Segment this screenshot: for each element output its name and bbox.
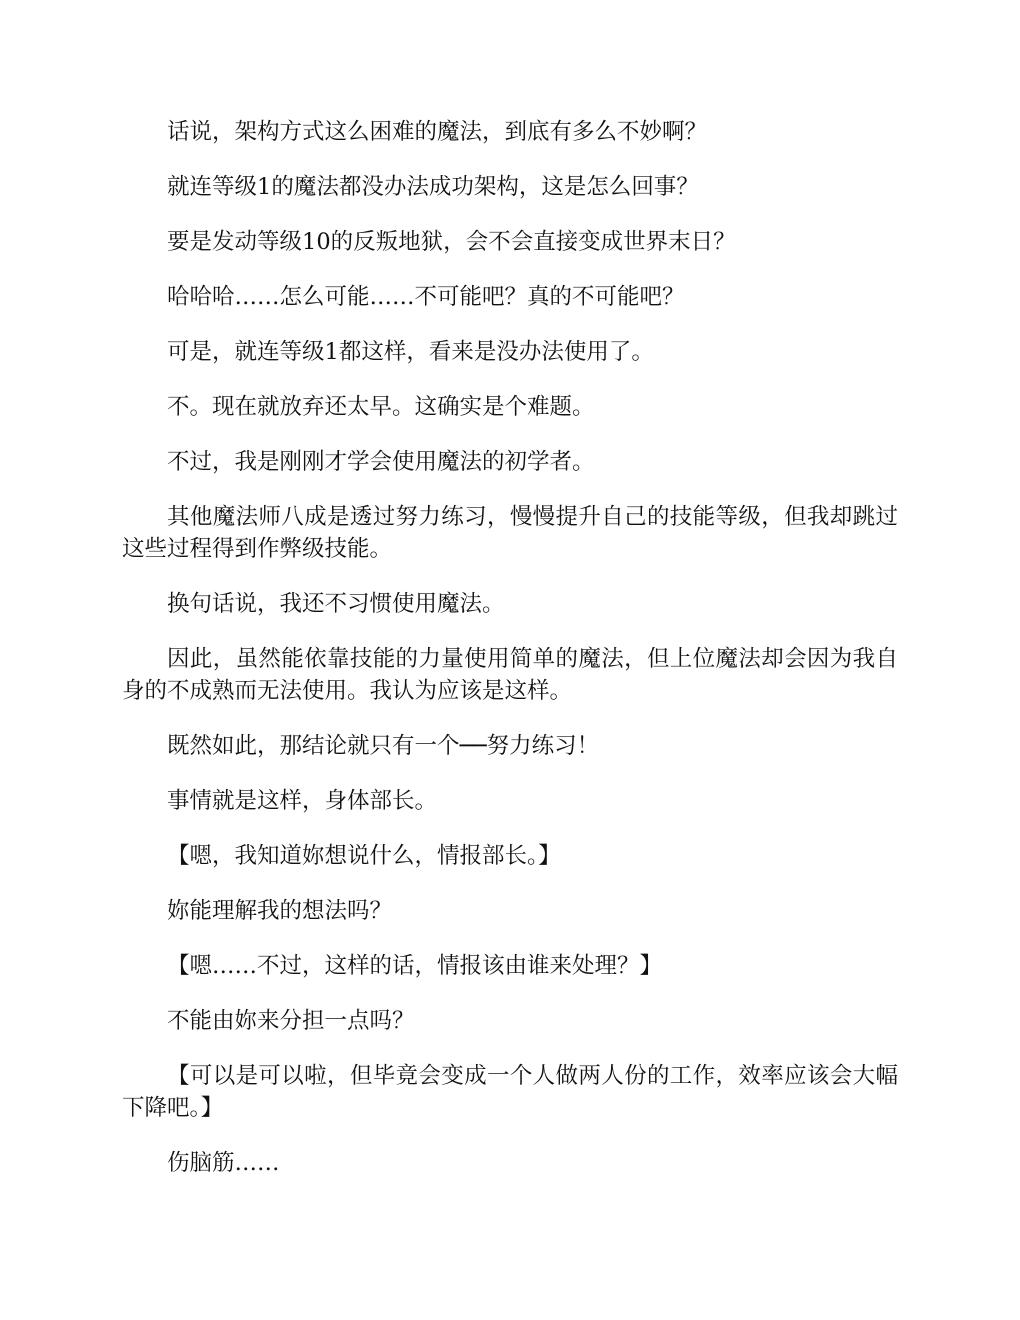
paragraph: 【嗯……不过，这样的话，情报该由谁来处理？】 bbox=[167, 953, 663, 979]
paragraph: 妳能理解我的想法吗？ bbox=[167, 898, 393, 924]
paragraph: 哈哈哈……怎么可能……不可能吧？真的不可能吧？ bbox=[167, 284, 685, 310]
document-page bbox=[122, 116, 898, 1202]
paragraph: 就连等级1的魔法都没办法成功架构，这是怎么回事？ bbox=[167, 174, 699, 200]
paragraph: 伤脑筋…… bbox=[167, 1150, 280, 1176]
paragraph: 【可以是可以啦，但毕竟会变成一个人做两人份的工作，效率应该会大幅下降吧。】 bbox=[122, 1063, 898, 1121]
paragraph: 换句话说，我还不习惯使用魔法。 bbox=[167, 591, 505, 617]
paragraph: 既然如此，那结论就只有一个──努力练习！ bbox=[167, 733, 600, 759]
paragraph: 可是，就连等级1都这样，看来是没办法使用了。 bbox=[167, 339, 654, 365]
paragraph: 事情就是这样，身体部长。 bbox=[167, 788, 438, 814]
paragraph: 其他魔法师八成是透过努力练习，慢慢提升自己的技能等级，但我却跳过这些过程得到作弊级技能。 bbox=[122, 504, 898, 562]
paragraph: 不能由妳来分担一点吗？ bbox=[167, 1008, 415, 1034]
paragraph: 话说，架构方式这么困难的魔法，到底有多么不妙啊？ bbox=[167, 119, 708, 145]
paragraph: 因此，虽然能依靠技能的力量使用简单的魔法，但上位魔法却会因为我自身的不成熟而无法使用。我认为应该是这样。 bbox=[122, 646, 898, 704]
paragraph: 不。现在就放弃还太早。这确实是个难题。 bbox=[167, 394, 595, 420]
paragraph: 【嗯，我知道妳想说什么，情报部长。】 bbox=[167, 843, 561, 869]
paragraph: 要是发动等级10的反叛地狱，会不会直接变成世界末日？ bbox=[167, 229, 736, 255]
paragraph: 不过，我是刚刚才学会使用魔法的初学者。 bbox=[167, 449, 595, 475]
